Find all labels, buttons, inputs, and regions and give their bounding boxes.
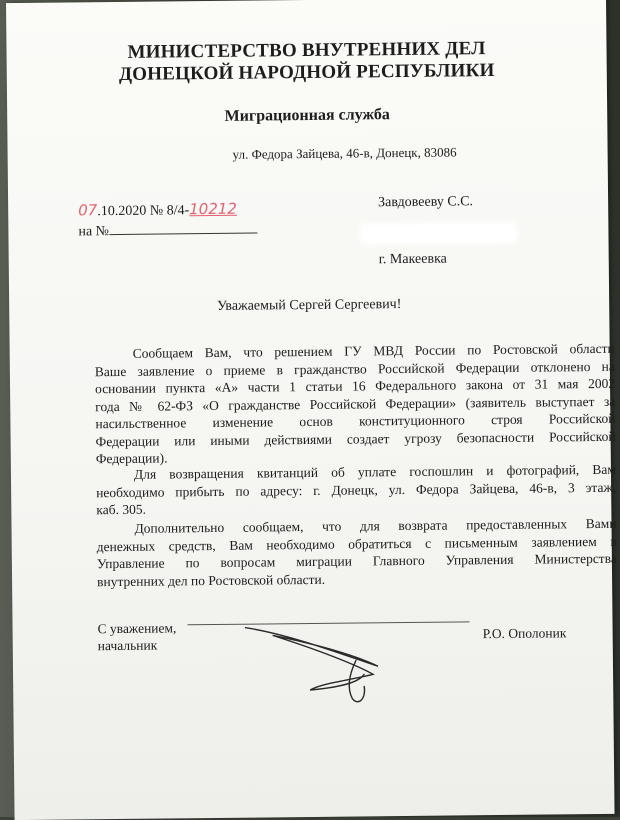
sender-address: ул. Федора Зайцева, 46-в, Донецк, 83086 [232,144,457,162]
text-line: насильственное изменение основ конституционного строя Российской [95,410,616,432]
greeting: Уважаемый Сергей Сергеевич! [216,297,402,314]
paragraph-decision [95,340,616,468]
text-line: необходимо прибыть по адресу: г. Донецк, ул. Федора Зайцева, 46-в, 3 этаж, [96,479,617,500]
recipient-city: г. Макеевка [378,251,447,268]
text-line: Дополнительно сообщаем, что для возврата предоставленных Вами [134,515,617,536]
signer-name: Р.О. Ополоник [482,625,567,642]
outgoing-reference [78,200,237,221]
text-line: Сообщаем Вам, что решением ГУ МВД России по Ростовской области [132,340,615,361]
ministry-name-line1: МИНИСТЕРСТВО ВНУТРЕННИХ ДЕЛ [127,38,486,63]
closing-block [97,619,176,654]
text-line: года № 62-ФЗ «О гражданстве Российской Федерации» (заявитель выступает за [95,393,616,414]
service-name: Миграционная служба [224,106,390,125]
text-line: Федерации или иными действиями создает угрозу безопасности Российской [95,428,616,449]
na-label: на № [78,224,110,240]
handwritten-number: 10212 [189,199,238,219]
redacted-address [363,226,513,242]
paragraph-refund [96,515,617,590]
text-line: денежных средств, Вам необходимо обратиться с письменным заявлением в [96,533,617,554]
paragraph-return-receipts [96,461,617,519]
ministry-name-line2: ДОНЕЦКОЙ НАРОДНОЙ РЕСПУБЛИКИ [118,60,495,85]
date-and-prefix: .10.2020 № 8/4- [97,203,190,220]
reference-blank-line [109,221,257,236]
letter-page [6,0,615,820]
handwritten-day: 07 [78,201,98,220]
text-line: Для возвращения квитанций об уплате госпошлин и фотографий, Вам [133,461,617,482]
text-line: основании пункта «А» части 1 статьи 16 Федерального закона от 31 мая 2002 [94,375,616,397]
incoming-reference [78,221,257,241]
text-line: Управление по вопросам миграции Главного Управления Министерства [96,550,617,572]
closing-regards: С уважением, [97,620,177,637]
signer-position: начальник [97,637,158,654]
text-line: внутренних дел по Ростовской области. [96,571,326,589]
recipient-name: Завдовееву С.С. [378,194,474,211]
text-line: Ваше заявление о приеме в гражданство Российской Федерации отклонено на [94,358,615,379]
text-line: каб. 305. [96,501,146,518]
text-line: Федерации). [95,450,168,467]
handwritten-signature [237,594,388,716]
